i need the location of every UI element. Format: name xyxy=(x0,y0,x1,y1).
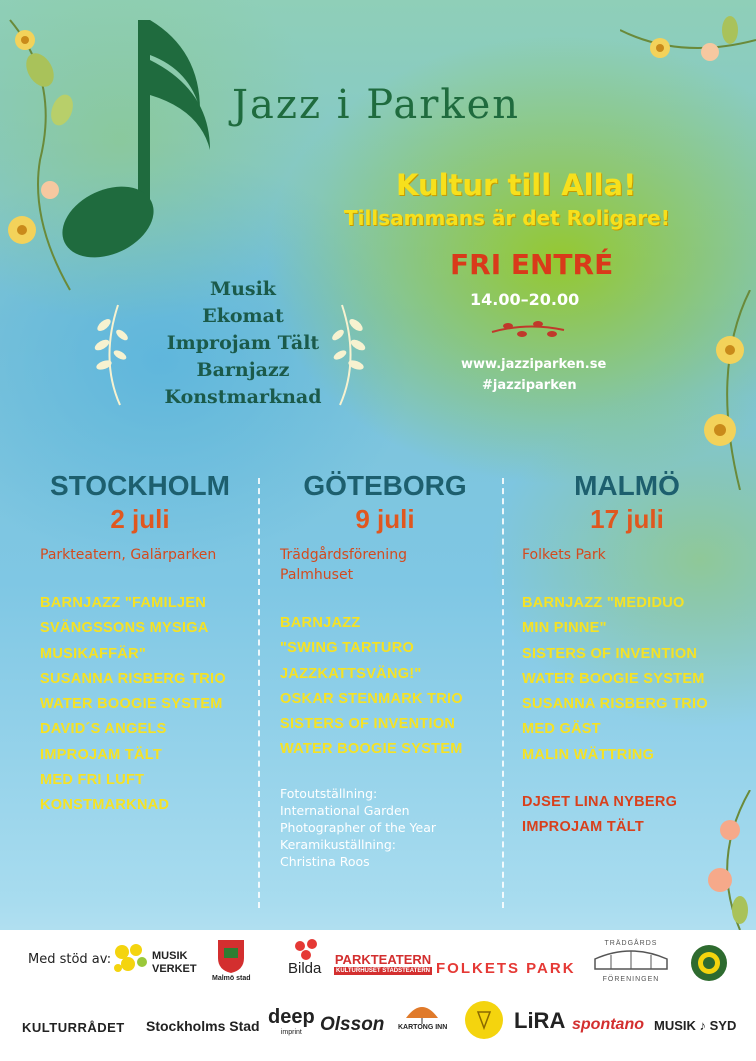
flower-decoration-icon xyxy=(680,290,756,490)
sponsor-footer xyxy=(0,930,756,1061)
column-divider xyxy=(502,478,504,908)
act-item: MUSIKAFFÄR" xyxy=(40,645,147,662)
flower-decoration-icon xyxy=(620,0,756,140)
act-item: MALIN WÄTTRING xyxy=(522,746,655,763)
branch-divider-icon xyxy=(488,314,568,344)
feature-item: Barnjazz xyxy=(196,359,290,381)
sponsor-text: KULTURHUSET STADSTEATERN xyxy=(336,968,430,974)
act-item-highlight: DJSET LINA NYBERG xyxy=(522,794,678,811)
venue-place xyxy=(40,545,240,565)
act-item: WATER BOOGIE SYSTEM xyxy=(522,670,705,687)
note-line: International Garden xyxy=(280,802,410,818)
logo-title: Jazz i Parken xyxy=(232,82,521,128)
support-label: Med stöd av: xyxy=(28,952,112,967)
yellow-badge-logo-icon xyxy=(464,1000,504,1040)
act-item: JAZZKATTSVÄNG!" xyxy=(280,665,422,682)
bilda-logo-icon xyxy=(292,938,322,962)
act-item: SISTERS OF INVENTION xyxy=(522,645,698,662)
note-line: Photographer of the Year xyxy=(280,819,437,835)
venue-line: Folkets Park xyxy=(522,547,606,563)
sponsor-parkteatern xyxy=(334,952,432,975)
act-item: "SWING TARTURO xyxy=(280,640,415,657)
act-item: SUSANNA RISBERG TRIO xyxy=(522,696,708,713)
sponsor-tradgardsforeningen xyxy=(588,940,674,983)
sponsor-text: VERKET xyxy=(152,963,197,975)
act-item: MED FRI LUFT xyxy=(40,772,145,789)
greenhouse-icon xyxy=(591,947,671,971)
sponsor-musikverket xyxy=(152,950,197,976)
event-date: 17 juli xyxy=(590,504,664,534)
sponsor-malmo-stad: Malmö stad xyxy=(212,975,251,982)
venue-line: Parkteatern, Galärparken xyxy=(40,547,217,563)
feature-item: Konstmarknad xyxy=(164,386,322,408)
act-item-highlight: IMPROJAM TÄLT xyxy=(522,819,645,836)
musikverket-logo-icon xyxy=(112,942,152,976)
feature-item: Improjam Tält xyxy=(166,332,320,354)
opening-hours: 14.00–20.00 xyxy=(470,290,580,309)
event-date: 2 juli xyxy=(110,504,170,534)
free-entry-label: FRI ENTRÉ xyxy=(450,248,614,281)
city-name: STOCKHOLM xyxy=(50,470,230,501)
sponsor-text: deep xyxy=(268,1006,315,1028)
sponsor-kulturradet: KULTURRÅDET xyxy=(22,1020,125,1035)
note-line: Christina Roos xyxy=(280,853,370,869)
venue-place xyxy=(522,545,732,565)
act-item: MED GÄST xyxy=(522,721,601,738)
venue-line: Trädgårdsförening xyxy=(280,547,407,563)
sponsor-text: TRÄDGÅRDS xyxy=(604,940,658,947)
sponsor-bilda: Bilda xyxy=(288,960,322,977)
venue-place xyxy=(280,545,490,585)
act-item: SUSANNA RISBERG TRIO xyxy=(40,670,226,687)
event-date: 9 juli xyxy=(355,504,415,534)
feature-item: Ekomat xyxy=(202,305,284,327)
feature-item: Musik xyxy=(210,278,276,300)
sponsor-kartong-inn: KARTONG INN xyxy=(398,1024,448,1031)
malmo-stad-crest-icon xyxy=(216,938,246,974)
act-item: IMPROJAM TÄLT xyxy=(40,746,163,763)
venue-goteborg xyxy=(280,470,490,870)
sponsor-olsson: Olsson xyxy=(320,1014,385,1035)
sponsor-text: PARKTEATERN xyxy=(334,952,432,967)
act-item: BARNJAZZ xyxy=(280,615,361,631)
act-list xyxy=(522,591,732,841)
column-divider xyxy=(258,478,260,908)
act-item: WATER BOOGIE SYSTEM xyxy=(280,741,463,758)
city-name: GÖTEBORG xyxy=(303,470,467,501)
venue-stockholm xyxy=(40,470,240,819)
sponsor-deep-imprint xyxy=(268,1006,315,1036)
act-item: WATER BOOGIE SYSTEM xyxy=(40,696,223,713)
act-item: BARNJAZZ "MEDIDUO xyxy=(522,595,685,611)
sponsor-text: FÖRENINGEN xyxy=(602,976,660,983)
act-item: BARNJAZZ "FAMILJEN xyxy=(40,595,207,611)
sponsor-spontano: spontano xyxy=(572,1016,644,1033)
act-item: KONSTMARKNAD xyxy=(40,797,170,814)
city-name: MALMÖ xyxy=(574,470,680,501)
venue-malmo xyxy=(522,470,732,841)
umbrella-logo-icon xyxy=(404,1002,440,1024)
note-line: Keramikuställning: xyxy=(280,836,396,852)
sponsor-stockholms-stad: Stockholms Stad xyxy=(146,1018,260,1034)
sponsor-text: imprint xyxy=(280,1029,302,1036)
act-item: SISTERS OF INVENTION xyxy=(280,716,456,733)
slogan-primary: Kultur till Alla! xyxy=(396,168,637,202)
act-item: MIN PINNE" xyxy=(522,620,607,637)
music-note-logo-icon xyxy=(50,10,230,270)
exhibition-notes xyxy=(280,785,490,870)
website-link[interactable]: www.jazziparken.se xyxy=(461,357,607,372)
note-line: Fotoutställning: xyxy=(280,785,378,801)
sponsor-folkets-park: FOLKETS PARK xyxy=(436,960,576,977)
seal-logo-icon xyxy=(690,944,728,982)
act-list xyxy=(40,591,240,819)
act-item: OSKAR STENMARK TRIO xyxy=(280,690,463,707)
act-list xyxy=(280,611,490,763)
sponsor-lira: LiRA xyxy=(514,1008,566,1033)
feature-list xyxy=(118,276,368,411)
act-item: DAVID´S ANGELS xyxy=(40,721,167,738)
act-item: SVÄNGSSONS MYSIGA xyxy=(40,620,209,637)
venue-line: Palmhuset xyxy=(280,567,354,583)
slogan-secondary: Tillsammans är det Roligare! xyxy=(344,206,670,230)
sponsor-musik-syd: MUSIK ♪ SYD xyxy=(654,1018,737,1033)
sponsor-text: MUSIK xyxy=(152,950,188,962)
hashtag-label: #jazziparken xyxy=(482,378,577,393)
